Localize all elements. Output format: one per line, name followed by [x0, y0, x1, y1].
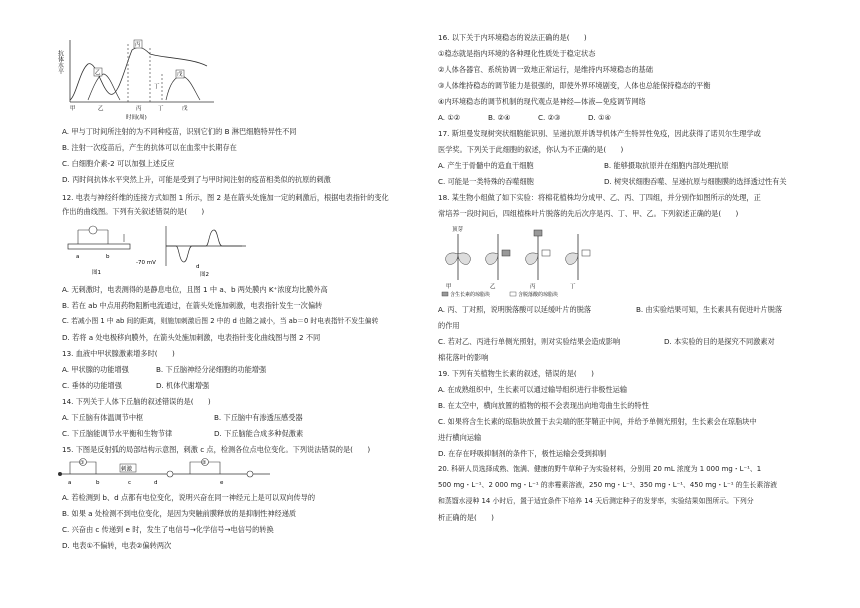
q14-option-b: B. 下丘脑中有渗透压感受器: [214, 413, 303, 422]
q12-option-a: A. 无刺激时，电表测得的是静息电位，且图 1 中 a、b 两处膜内 K⁺浓度均比膜外高: [62, 285, 328, 294]
q15-option-d: D. 电表①不偏转，电表②偏转两次: [62, 541, 172, 550]
fig12-caption-1: 图1: [92, 270, 101, 276]
q15-option-a: A. 若检测到 b、d 点都有电位变化，说明兴奋在同一神经元上是可以双向传导的: [62, 493, 316, 502]
q17-stem-2: 医学奖。下列关于此细胞的叙述，你认为不正确的是( ): [438, 145, 624, 154]
q18-option-c: C. 若对乙、丙进行单侧光照射，则对实验结果会造成影响: [438, 337, 621, 346]
q20-line-2: 500 mg・L⁻¹、2 000 mg・L⁻¹ 的赤霉素溶液，250 mg・L⁻¹、350 mg・L⁻¹、450 mg・L⁻¹ 的生长素溶液: [438, 481, 777, 489]
q19-option-c-cont: 进行横向运输: [438, 433, 482, 442]
q18-option-a: A. 丙、丁对照，说明脱落酸可以延缓叶片的脱落: [438, 305, 592, 314]
q13-stem: 13. 血液中甲状腺激素增多时( ): [62, 349, 175, 358]
q16-item-4: ④内环境稳态的调节机制的现代观点是神经—体液—免疫调节网络: [438, 97, 646, 106]
q12-option-d: D. 若将 a 处电极移向膜外，在箭头处施加刺激，电表指针变化曲线图与图 2 不同: [62, 333, 321, 342]
cotton-plant-figure: [440, 222, 610, 300]
fig11-xlabel-jia: 甲: [70, 106, 76, 112]
fig15-point-b: b: [96, 480, 100, 486]
q15-stem: 15. 下图是反射弧的局部结构示意图，刺激 c 点，检测各位点电位变化。下列说法错误的是( ): [62, 445, 371, 454]
fig11-label-bing: 丙: [135, 42, 141, 48]
q19-option-c: C. 如果将含生长素的琼脂块放置于去尖端的胚芽鞘正中间，并给予单侧光照射，生长素会在琼脂块中: [438, 417, 757, 426]
q16-option-c: C. ②③: [538, 113, 561, 122]
fig11-xlabel-ding: 丁: [158, 106, 164, 112]
fig15-point-d: d: [154, 480, 158, 486]
fig18-name-bing: 丙: [530, 284, 536, 290]
q13-option-a: A. 甲状腺的功能增强: [62, 365, 129, 374]
fig11-label-ding: 丁: [154, 84, 160, 90]
fig11-label-yi: 乙: [95, 70, 101, 76]
q13-option-b: B. 下丘脑神经分泌细胞的功能增强: [156, 365, 267, 374]
fig18-name-ding: 丁: [570, 284, 576, 290]
q19-option-b: B. 在太空中，横向放置的植物的根不会表现出向地弯曲生长的特性: [438, 401, 649, 410]
q12-option-b: B. 若在 ab 中点用药物阻断电流通过，在箭头处施加刺激，电表指针发生一次偏转: [62, 301, 323, 310]
fig11-ylabel: 抗体水平: [56, 50, 64, 74]
q18-option-b: B. 由实验结果可知，生长素具有促进叶片脱落: [636, 305, 783, 314]
q12-stem-1: 12. 电表与神经纤维的连接方式如图 1 所示，图 2 是在箭头处施加一定的刺激后，根据电表指针的变化: [62, 193, 389, 202]
q14-option-a: A. 下丘脑有体温调节中枢: [62, 413, 144, 422]
q20-line-4: 析正确的是( ): [438, 513, 494, 522]
fig15-point-c: c: [128, 480, 132, 486]
fig11-xmark: 丙: [136, 106, 142, 112]
fig15-meter-2: ②: [202, 460, 207, 466]
q17-option-c: C. 可能是一类特殊的吞噬细胞: [438, 177, 534, 186]
q18-stem-2: 常培养一段时间后，四组植株叶片脱落的先后次序是丙、丁、甲、乙。下列叙述正确的是( ): [438, 209, 739, 218]
q20-line-3: 和蒸馏水浸种 14 小时后，置于适宜条件下培养 14 天后测定种子的发芽率，实验结果如图所示。下列分: [438, 497, 754, 505]
nerve-fiber-figure: [66, 222, 266, 278]
fig18-name-jia: 甲: [446, 284, 452, 290]
q17-option-a: A. 产生于骨髓中的造血干细胞: [438, 161, 534, 170]
q15-option-c: C. 兴奋由 c 传递到 e 时，发生了电信号→化学信号→电信号的转换: [62, 525, 274, 534]
q16-item-1: ①稳态就是指内环境的各种理化性质处于稳定状态: [438, 49, 596, 58]
q18-option-d-cont: 棉花落叶的影响: [438, 353, 489, 362]
q11-option-c: C. 白细胞介素-2 可以加强上述反应: [62, 159, 175, 168]
q13-option-d: D. 机体代谢增强: [156, 381, 210, 390]
q19-stem: 19. 下列有关植物生长素的叙述，错误的是( ): [438, 369, 594, 378]
q14-option-c: C. 下丘脑能调节水平衡和生物节律: [62, 429, 173, 438]
q16-option-a: A. ①②: [438, 113, 461, 122]
fig15-meter-1: ①: [80, 460, 85, 466]
q17-option-d: D. 树突状细胞吞噬、呈递抗原与细胞膜的选择透过性有关: [604, 177, 787, 186]
antibody-level-figure: [56, 30, 222, 122]
fig18-name-yi: 乙: [490, 284, 496, 290]
fig11-xlabel: 时间(周): [126, 115, 147, 121]
fig11-label-wu: 戊: [177, 72, 183, 78]
q13-option-c: C. 垂体的功能增强: [62, 381, 122, 390]
fig12-mv: -70 mV: [136, 260, 156, 266]
q19-option-a: A. 在成熟组织中，生长素可以通过输导组织进行非极性运输: [438, 385, 628, 394]
fig12-point-a: a: [76, 254, 80, 260]
q17-stem-1: 17. 斯坦曼发现树突状细胞能识别、呈递抗原并诱导机体产生特异性免疫，因此获得了诺贝尔生理学或: [438, 129, 761, 138]
q11-option-d: D. 丙时间抗体水平突然上升，可能是受到了与甲时间注射的疫苗相类似的抗原的刺激: [62, 175, 331, 184]
q11-option-a: A. 甲与丁时间所注射的为不同种疫苗，识别它们的 B 淋巴细胞特异性不同: [62, 127, 297, 136]
q11-option-b: B. 注射一次疫苗后，产生的抗体可以在血浆中长期存在: [62, 143, 237, 152]
reflex-arc-figure: [50, 456, 280, 492]
fig15-point-a: a: [68, 480, 72, 486]
q12-stem-2: 作出的曲线图。下列有关叙述错误的是( ): [62, 207, 205, 216]
fig15-point-e: e: [220, 480, 224, 486]
q19-option-d: D. 在存在呼吸抑制剂的条件下，极性运输会受到抑制: [438, 449, 607, 458]
q16-stem: 16. 以下关于内环境稳态的说法正确的是( ): [438, 33, 587, 42]
q16-option-d: D. ①④: [588, 113, 611, 122]
q16-item-2: ②人体各器官、系统协调一致地正常运行，是维持内环境稳态的基础: [438, 65, 653, 74]
fig11-xlabel-wu: 戊: [182, 106, 188, 112]
q20-line-1: 20. 科研人员选择成熟、饱满、健康的野牛草种子为实验材料，分别用 20 mL 浓度为 1 000 mg・L⁻¹、1: [438, 465, 762, 473]
q18-option-b-cont: 的作用: [438, 321, 460, 330]
q14-stem: 14. 下列关于人体下丘脑的叙述错误的是( ): [62, 397, 211, 406]
fig15-stim-label: 刺激: [121, 466, 133, 473]
q12-option-c: C. 若减小图 1 中 ab 间的距离，则施加刺激后图 2 中的 d 也随之减小，当 ab＝0 时电表指针不发生偏转: [62, 317, 379, 325]
q18-stem-1: 18. 某生物小组做了如下实验：将棉花植株均分成甲、乙、丙、丁四组，并分别作如图所示的处理，正: [438, 193, 761, 202]
q16-item-3: ③人体维持稳态的调节能力是很强的，即使外界环境剧变，人体也总能保持稳态的平衡: [438, 81, 711, 90]
fig18-legend-1: 含生长素的琼脂块: [450, 292, 491, 298]
q16-option-b: B. ②④: [488, 113, 511, 122]
q18-option-d: D. 本实验的目的是探究不同激素对: [664, 337, 775, 346]
fig12-point-b: b: [106, 254, 110, 260]
q15-option-b: B. 如果 a 处检测不到电位变化，是因为突触前膜释放的是抑制性神经递质: [62, 509, 297, 518]
q14-option-d: D. 下丘脑能合成多种促激素: [214, 429, 304, 438]
q17-option-b: B. 能够摄取抗原并在细胞内部处理抗原: [604, 161, 729, 170]
fig18-top-bud: 顶芽: [452, 227, 464, 233]
fig18-legend-2: 含脱落酸的琼脂块: [518, 292, 559, 298]
fig12-caption-2: 图2: [200, 272, 209, 278]
fig12-point-d: d: [196, 264, 200, 270]
fig11-xlabel-yi: 乙: [98, 106, 104, 112]
